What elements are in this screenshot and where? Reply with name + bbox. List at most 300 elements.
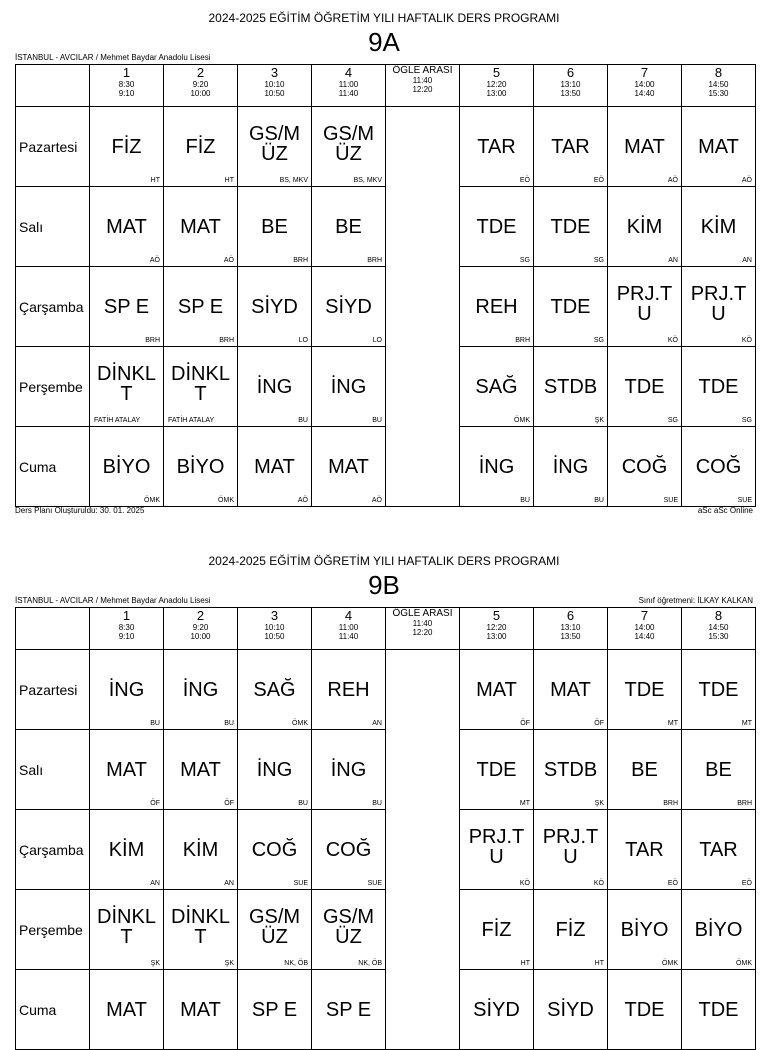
teacher-code: HT <box>150 177 160 184</box>
lesson-subject: MAT <box>180 215 221 238</box>
day-name: Cuma <box>16 427 90 507</box>
lesson-cell <box>90 890 164 970</box>
lesson-subject: COĞ <box>695 455 742 478</box>
lesson-cell <box>608 810 682 890</box>
teacher-code: BRH <box>219 337 234 344</box>
homeroom-teacher: Sınıf öğretmeni: İLKAY KALKAN <box>638 596 753 605</box>
teacher-code: ÖF <box>150 800 160 807</box>
period-header <box>90 65 164 107</box>
period-number: 6 <box>566 65 575 80</box>
lesson-cell <box>312 347 386 427</box>
teacher-code: ŞK <box>224 960 234 967</box>
lesson-cell <box>460 107 534 187</box>
period-start: 11:40 <box>412 619 433 628</box>
period-header <box>460 608 534 650</box>
period-end: 11:40 <box>338 632 359 641</box>
lesson-cell <box>164 650 238 730</box>
lesson-subject: SP E <box>103 295 150 318</box>
lesson-cell <box>312 810 386 890</box>
period-end: 10:50 <box>264 89 285 98</box>
period-number: 8 <box>714 608 723 623</box>
period-end: 9:10 <box>118 632 135 641</box>
lesson-cell <box>534 107 608 187</box>
lesson-subject: SİYD <box>251 295 298 318</box>
teacher-code: BRH <box>293 257 308 264</box>
teacher-code: BS, MKV <box>353 177 382 184</box>
teacher-code: SUE <box>367 880 382 887</box>
period-header <box>460 65 534 107</box>
lesson-cell <box>164 730 238 810</box>
lesson-cell <box>312 427 386 507</box>
lesson-subject: TDE <box>698 678 739 701</box>
lesson-cell <box>238 890 312 970</box>
lesson-subject: TDE <box>698 375 739 398</box>
period-start: 13:10 <box>560 80 581 89</box>
teacher-code: HT <box>594 960 604 967</box>
lesson-subject: COĞ <box>325 838 372 861</box>
period-start: 14:50 <box>708 80 729 89</box>
lesson-cell <box>238 347 312 427</box>
lesson-cell <box>608 730 682 810</box>
lesson-subject: BE <box>705 758 732 781</box>
lesson-subject: GS/M ÜZ <box>322 122 375 165</box>
teacher-code: AÖ <box>371 497 382 504</box>
period-header <box>90 608 164 650</box>
teacher-code: BRH <box>515 337 530 344</box>
lesson-cell <box>534 970 608 1050</box>
lesson-subject: KİM <box>626 215 663 238</box>
period-end: 10:00 <box>190 89 211 98</box>
lesson-cell <box>682 730 756 810</box>
teacher-code: SG <box>593 257 604 264</box>
lesson-cell <box>238 970 312 1050</box>
period-header <box>608 608 682 650</box>
lesson-subject: MAT <box>254 455 295 478</box>
teacher-code: AN <box>742 257 752 264</box>
period-number: 8 <box>714 65 723 80</box>
teacher-code: AN <box>372 720 382 727</box>
period-header <box>312 65 386 107</box>
period-end: 14:40 <box>634 632 655 641</box>
teacher-code: KÖ <box>741 337 752 344</box>
teacher-code: BU <box>594 497 604 504</box>
lesson-subject: İNG <box>256 375 293 398</box>
teacher-code: BRH <box>663 800 678 807</box>
lesson-subject: FİZ <box>481 918 512 941</box>
lesson-subject: MAT <box>106 215 147 238</box>
period-start: 12:20 <box>486 80 507 89</box>
teacher-code: KÖ <box>593 880 604 887</box>
lesson-cell <box>608 347 682 427</box>
lesson-subject: GS/M ÜZ <box>248 905 301 948</box>
lesson-cell <box>608 890 682 970</box>
lesson-subject: İNG <box>330 375 367 398</box>
period-number: 2 <box>196 608 205 623</box>
lesson-cell <box>90 730 164 810</box>
period-number: 4 <box>344 608 353 623</box>
period-number: 6 <box>566 608 575 623</box>
lesson-cell <box>164 427 238 507</box>
teacher-code: AÖ <box>667 177 678 184</box>
teacher-code: FATİH ATALAY <box>94 417 141 424</box>
teacher-code: AN <box>668 257 678 264</box>
lesson-subject: KİM <box>108 838 145 861</box>
lesson-subject: MAT <box>698 135 739 158</box>
period-end: 10:50 <box>264 632 285 641</box>
teacher-code: ÖF <box>594 720 604 727</box>
lesson-cell <box>534 650 608 730</box>
teacher-code: ÖMK <box>292 720 308 727</box>
lesson-cell <box>460 810 534 890</box>
lesson-subject: FİZ <box>185 135 216 158</box>
period-start: 8:30 <box>118 80 135 89</box>
teacher-code: ÖMK <box>218 497 234 504</box>
lesson-cell <box>312 890 386 970</box>
lesson-cell <box>608 650 682 730</box>
lesson-cell <box>682 347 756 427</box>
day-name: Perşembe <box>16 890 90 970</box>
teacher-code: AN <box>150 880 160 887</box>
teacher-code: EÖ <box>741 880 752 887</box>
teacher-code: BU <box>298 800 308 807</box>
lesson-subject: BE <box>631 758 658 781</box>
day-name: Cuma <box>16 970 90 1050</box>
period-header <box>534 65 608 107</box>
teacher-code: ÖF <box>224 800 234 807</box>
day-name: Pazartesi <box>16 107 90 187</box>
lesson-subject: TAR <box>625 838 664 861</box>
teacher-code: BRH <box>737 800 752 807</box>
class-name: 9A <box>368 27 400 57</box>
lesson-subject: TDE <box>624 678 665 701</box>
lesson-cell <box>312 730 386 810</box>
teacher-code: BU <box>372 417 382 424</box>
period-start: 11:00 <box>338 80 359 89</box>
lesson-cell <box>534 187 608 267</box>
period-start: 13:10 <box>560 623 581 632</box>
lesson-cell <box>608 267 682 347</box>
lesson-subject: BİYO <box>694 918 743 941</box>
period-end: 13:50 <box>560 632 581 641</box>
lesson-subject: DİNKL T <box>171 905 230 948</box>
lesson-subject: TAR <box>551 135 590 158</box>
lesson-cell <box>534 427 608 507</box>
lesson-cell <box>238 650 312 730</box>
lesson-cell <box>312 187 386 267</box>
day-row <box>16 107 756 187</box>
header-row <box>16 65 756 107</box>
lesson-cell <box>312 650 386 730</box>
teacher-code: NK, ÖB <box>284 960 308 967</box>
lesson-cell <box>608 427 682 507</box>
lesson-cell <box>238 427 312 507</box>
day-name: Pazartesi <box>16 650 90 730</box>
lunch-break-header <box>386 65 460 107</box>
lesson-cell <box>460 730 534 810</box>
teacher-code: EÖ <box>593 177 604 184</box>
period-end: 15:30 <box>708 89 729 98</box>
lesson-subject: SİYD <box>547 998 594 1021</box>
teacher-code: SG <box>741 417 752 424</box>
teacher-code: BU <box>372 800 382 807</box>
lesson-cell <box>164 810 238 890</box>
lesson-subject: TAR <box>477 135 516 158</box>
lesson-cell <box>164 107 238 187</box>
generator-label: aSc aSc Online <box>697 506 753 515</box>
lesson-subject: SP E <box>177 295 224 318</box>
lesson-cell <box>460 347 534 427</box>
day-name: Perşembe <box>16 347 90 427</box>
lesson-subject: COĞ <box>621 455 668 478</box>
lesson-cell <box>312 267 386 347</box>
lesson-cell <box>460 970 534 1050</box>
lesson-subject: BİYO <box>102 455 151 478</box>
lesson-cell <box>90 970 164 1050</box>
lesson-subject: MAT <box>106 758 147 781</box>
period-start: 10:10 <box>264 80 285 89</box>
teacher-code: ÖMK <box>736 960 752 967</box>
lesson-cell <box>90 810 164 890</box>
period-start: 12:20 <box>486 623 507 632</box>
period-number: 4 <box>344 65 353 80</box>
corner-cell <box>16 608 90 650</box>
period-end: 13:00 <box>486 89 507 98</box>
teacher-code: SG <box>519 257 530 264</box>
lunch-break-cell <box>386 650 460 1050</box>
lesson-subject: TDE <box>624 998 665 1021</box>
lesson-subject: STDB <box>543 375 598 398</box>
lesson-cell <box>682 970 756 1050</box>
period-end: 12:20 <box>412 628 433 637</box>
corner-cell <box>16 65 90 107</box>
teacher-code: FATİH ATALAY <box>168 417 215 424</box>
break-label: ÖĞLE ARASI <box>392 65 453 76</box>
period-header <box>608 65 682 107</box>
period-number: 1 <box>122 608 131 623</box>
lesson-cell <box>90 650 164 730</box>
lesson-subject: SP E <box>251 998 298 1021</box>
lesson-subject: BİYO <box>176 455 225 478</box>
lesson-subject: REH <box>327 678 370 701</box>
lesson-cell <box>608 970 682 1050</box>
lesson-subject: BİYO <box>620 918 669 941</box>
lunch-break-cell <box>386 107 460 507</box>
lesson-subject: PRJ.T U <box>690 282 747 325</box>
teacher-code: BS, MKV <box>279 177 308 184</box>
lesson-cell <box>90 267 164 347</box>
class-name: 9B <box>368 570 400 600</box>
lesson-subject: SAĞ <box>475 375 518 398</box>
lesson-subject: TDE <box>698 998 739 1021</box>
day-name: Çarşamba <box>16 810 90 890</box>
teacher-code: MT <box>741 720 752 727</box>
teacher-code: SUE <box>663 497 678 504</box>
lesson-subject: MAT <box>180 998 221 1021</box>
lesson-subject: PRJ.T U <box>468 825 525 868</box>
lesson-subject: DİNKL T <box>97 905 156 948</box>
break-label: ÖĞLE ARASI <box>392 608 453 619</box>
lesson-subject: SİYD <box>325 295 372 318</box>
lesson-subject: İNG <box>478 455 515 478</box>
period-number: 3 <box>270 65 279 80</box>
lesson-cell <box>682 187 756 267</box>
period-end: 12:20 <box>412 85 433 94</box>
teacher-code: ÖMK <box>514 417 530 424</box>
teacher-code: BRH <box>367 257 382 264</box>
period-header <box>682 608 756 650</box>
lesson-subject: GS/M ÜZ <box>248 122 301 165</box>
lesson-cell <box>534 810 608 890</box>
period-number: 1 <box>122 65 131 80</box>
lesson-subject: İNG <box>552 455 589 478</box>
lesson-cell <box>312 107 386 187</box>
period-start: 11:40 <box>412 76 433 85</box>
lesson-subject: MAT <box>328 455 369 478</box>
period-start: 14:00 <box>634 623 655 632</box>
day-row <box>16 650 756 730</box>
teacher-code: AÖ <box>297 497 308 504</box>
lesson-cell <box>238 187 312 267</box>
teacher-code: ŞK <box>594 417 604 424</box>
period-header <box>682 65 756 107</box>
lesson-cell <box>460 890 534 970</box>
teacher-code: SG <box>667 417 678 424</box>
lesson-subject: GS/M ÜZ <box>322 905 375 948</box>
lesson-cell <box>90 107 164 187</box>
lesson-cell <box>460 267 534 347</box>
period-start: 9:20 <box>192 623 209 632</box>
period-header <box>312 608 386 650</box>
lesson-cell <box>164 267 238 347</box>
lesson-cell <box>90 347 164 427</box>
period-header <box>238 65 312 107</box>
teacher-code: AÖ <box>741 177 752 184</box>
teacher-code: ÖMK <box>144 497 160 504</box>
lesson-subject: İNG <box>330 758 367 781</box>
lesson-subject: MAT <box>624 135 665 158</box>
teacher-code: AÖ <box>223 257 234 264</box>
teacher-code: LO <box>298 337 308 344</box>
lesson-cell <box>682 810 756 890</box>
teacher-code: ŞK <box>150 960 160 967</box>
lesson-cell <box>682 890 756 970</box>
lesson-subject: FİZ <box>555 918 586 941</box>
lesson-subject: SİYD <box>473 998 520 1021</box>
teacher-code: SG <box>593 337 604 344</box>
lesson-cell <box>534 730 608 810</box>
lesson-cell <box>164 347 238 427</box>
lesson-cell <box>460 187 534 267</box>
teacher-code: MT <box>519 800 530 807</box>
period-end: 14:40 <box>634 89 655 98</box>
lesson-subject: MAT <box>550 678 591 701</box>
teacher-code: BRH <box>145 337 160 344</box>
lesson-subject: KİM <box>700 215 737 238</box>
lesson-subject: MAT <box>476 678 517 701</box>
period-header <box>238 608 312 650</box>
teacher-code: SUE <box>293 880 308 887</box>
lesson-subject: İNG <box>182 678 219 701</box>
lesson-subject: TDE <box>624 375 665 398</box>
period-end: 11:40 <box>338 89 359 98</box>
lesson-subject: İNG <box>108 678 145 701</box>
period-start: 11:00 <box>338 623 359 632</box>
lesson-cell <box>238 107 312 187</box>
lesson-subject: STDB <box>543 758 598 781</box>
period-end: 9:10 <box>118 89 135 98</box>
timetable-grid <box>15 607 756 1050</box>
period-end: 10:00 <box>190 632 211 641</box>
lesson-subject: TDE <box>476 758 517 781</box>
lesson-subject: KİM <box>182 838 219 861</box>
lesson-subject: TDE <box>476 215 517 238</box>
lunch-break-header <box>386 608 460 650</box>
teacher-code: MT <box>667 720 678 727</box>
schedule-heading: 2024-2025 EĞİTİM ÖĞRETİM YILI HAFTALIK DERS PROGRAMI <box>208 554 560 568</box>
lesson-cell <box>682 427 756 507</box>
period-end: 13:50 <box>560 89 581 98</box>
day-name: Salı <box>16 187 90 267</box>
created-date: Ders Planı Oluşturuldu: 30. 01. 2025 <box>15 506 145 515</box>
lesson-cell <box>460 650 534 730</box>
teacher-code: BU <box>520 497 530 504</box>
lesson-subject: PRJ.T U <box>542 825 599 868</box>
lesson-cell <box>238 810 312 890</box>
teacher-code: EÖ <box>519 177 530 184</box>
lesson-cell <box>608 107 682 187</box>
lesson-cell <box>608 187 682 267</box>
lesson-subject: BE <box>335 215 362 238</box>
lesson-subject: TDE <box>550 215 591 238</box>
period-start: 8:30 <box>118 623 135 632</box>
teacher-code: LO <box>372 337 382 344</box>
header-row <box>16 608 756 650</box>
teacher-code: KÖ <box>519 880 530 887</box>
school-name: İSTANBUL - AVCILAR / Mehmet Baydar Anadolu Lisesi <box>15 596 211 605</box>
lesson-cell <box>164 187 238 267</box>
lesson-cell <box>238 730 312 810</box>
teacher-code: AÖ <box>149 257 160 264</box>
teacher-code: ÖF <box>520 720 530 727</box>
timetable-grid <box>15 64 756 507</box>
teacher-code: BU <box>150 720 160 727</box>
period-start: 14:50 <box>708 623 729 632</box>
lesson-subject: SP E <box>325 998 372 1021</box>
lesson-cell <box>312 970 386 1050</box>
lesson-cell <box>90 187 164 267</box>
period-number: 3 <box>270 608 279 623</box>
period-number: 7 <box>640 608 649 623</box>
teacher-code: HT <box>520 960 530 967</box>
lesson-cell <box>682 267 756 347</box>
lesson-subject: COĞ <box>251 838 298 861</box>
period-header <box>164 608 238 650</box>
lesson-subject: REH <box>475 295 518 318</box>
period-start: 10:10 <box>264 623 285 632</box>
teacher-code: SUE <box>737 497 752 504</box>
lesson-subject: TDE <box>550 295 591 318</box>
period-number: 5 <box>492 65 501 80</box>
lesson-cell <box>90 427 164 507</box>
lesson-subject: SAĞ <box>253 678 296 701</box>
period-header <box>164 65 238 107</box>
teacher-code: HT <box>224 177 234 184</box>
period-end: 15:30 <box>708 632 729 641</box>
lesson-cell <box>164 970 238 1050</box>
teacher-code: AN <box>224 880 234 887</box>
teacher-code: ÖMK <box>662 960 678 967</box>
teacher-code: EÖ <box>667 880 678 887</box>
